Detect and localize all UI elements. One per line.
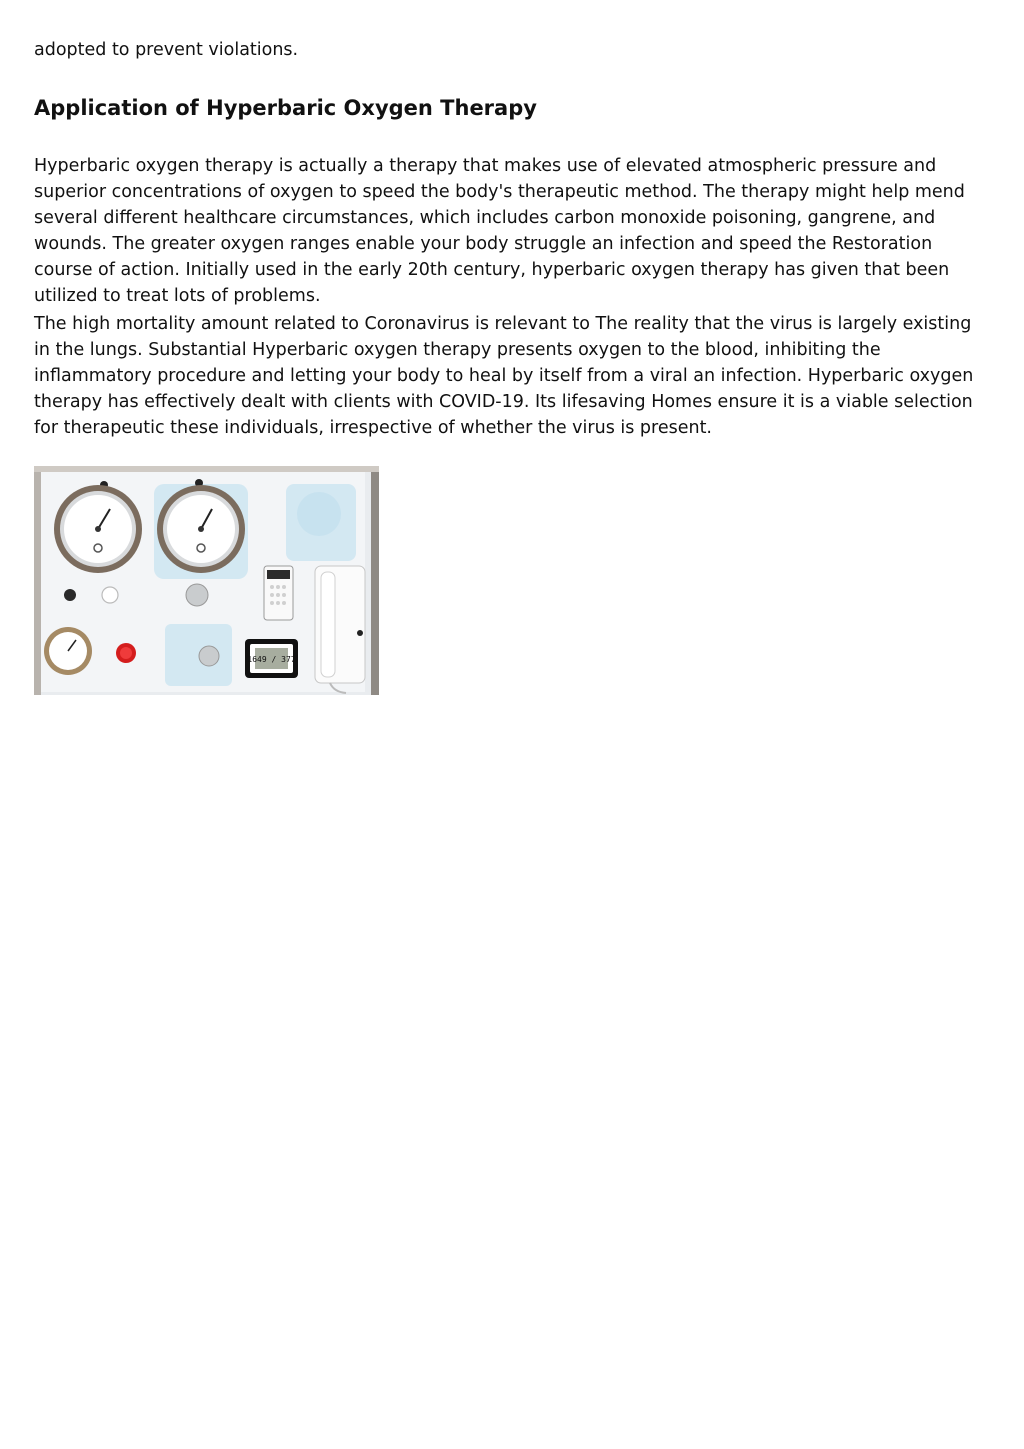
lead-text: adopted to prevent violations.: [34, 40, 299, 60]
timer-display-text: 1649 / 377: [247, 655, 296, 664]
section-heading: Application of Hyperbaric Oxygen Therapy: [34, 96, 537, 120]
pressure-gauge-center: [157, 485, 245, 573]
hyperbaric-control-panel-photo: [34, 466, 379, 695]
paragraph-2: The high mortality amount related to Coronavirus is relevant to The reality that the virus is largely existing in the lungs. Substantial Hyperbaric oxygen therapy presents oxygen to the blood, inhibiting the inflammatory procedure and letting your body to heal by itself from a viral an infection. Hyperbaric oxygen therapy has effectively dealt with clients with COVID-19. Its lifesaving Homes ensure it is a viable selection for therapeutic these individuals, irrespective of whether the virus is present.: [34, 314, 974, 438]
paragraph-1: Hyperbaric oxygen therapy is actually a therapy that makes use of elevated atmospheric pressure and superior concentrations of oxygen to speed the body's therapeutic method. The therapy might help mend several different healthcare circumstances, which includes carbon monoxide poisoning, gangrene, and wounds. The greater oxygen ranges enable your body struggle an infection and speed the Restoration course of action. Initially used in the early 20th century, hyperbaric oxygen therapy has given that been utilized to treat lots of problems.: [34, 156, 965, 306]
pressure-gauge-left: [54, 485, 142, 573]
small-gauge: [44, 627, 92, 675]
